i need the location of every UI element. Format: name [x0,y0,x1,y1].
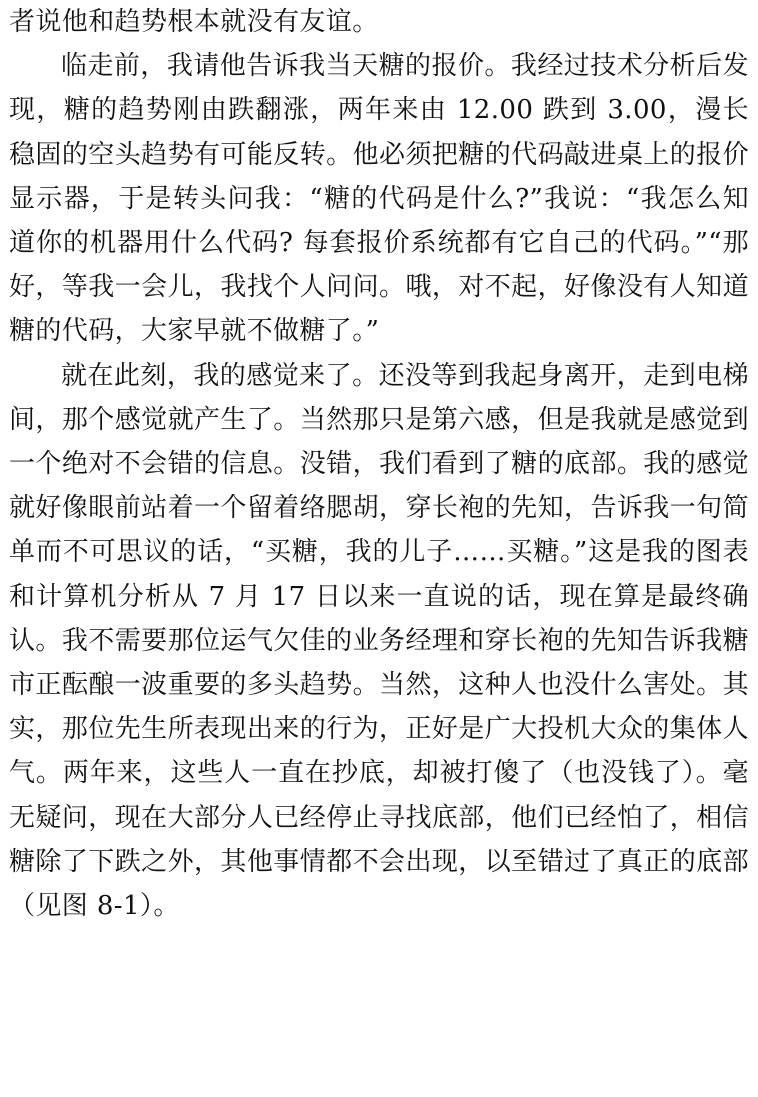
paragraph-continuation: 者说他和趋势根本就没有友谊。 [9,7,379,37]
paragraph-sugar-quote-request: 临走前，我请他告诉我当天糖的报价。我经过技术分析后发现，糖的趋势刚由跌翻涨，两年来由 12.00 跌到 3.00，漫长稳固的空头趋势有可能反转。他必须把糖的代码敲进桌上的报价显示器，于是转头问我：“糖的代码是什么?”我说：“我怎么知道你的机器用什么代码? 每套报价系统都有它自己的代码。”“那好，等我一会儿，我找个人问问。哦，对不起，好像没有人知道糖的代码，大家早就不做糖了。” [9,51,749,347]
paragraph-sixth-sense-bottom: 就在此刻，我的感觉来了。还没等到我起身离开，走到电梯间，那个感觉就产生了。当然那只是第六感，但是我就是感觉到一个绝对不会错的信息。没错，我们看到了糖的底部。我的感觉就好像眼前站着一个留着络腮胡，穿长袍的先知，告诉我一句简单而不可思议的话，“买糖，我的儿子……买糖。”这是我的图表和计算机分析从 7 月 17 日以来一直说的话，现在算是最终确认。我不需要那位运气欠佳的业务经理和穿长袍的先知告诉我糖市正酝酿一波重要的多头趋势。当然，这种人也没什么害处。其实，那位先生所表现出来的行为，正好是广大投机大众的集体人气。两年来，这些人一直在抄底，却被打傻了（也没钱了）。毫无疑问，现在大部分人已经停止寻找底部，他们已经怕了，相信糖除了下跌之外，其他事情都不会出现，以至错过了真正的底部（见图 8-1）。 [9,360,749,922]
